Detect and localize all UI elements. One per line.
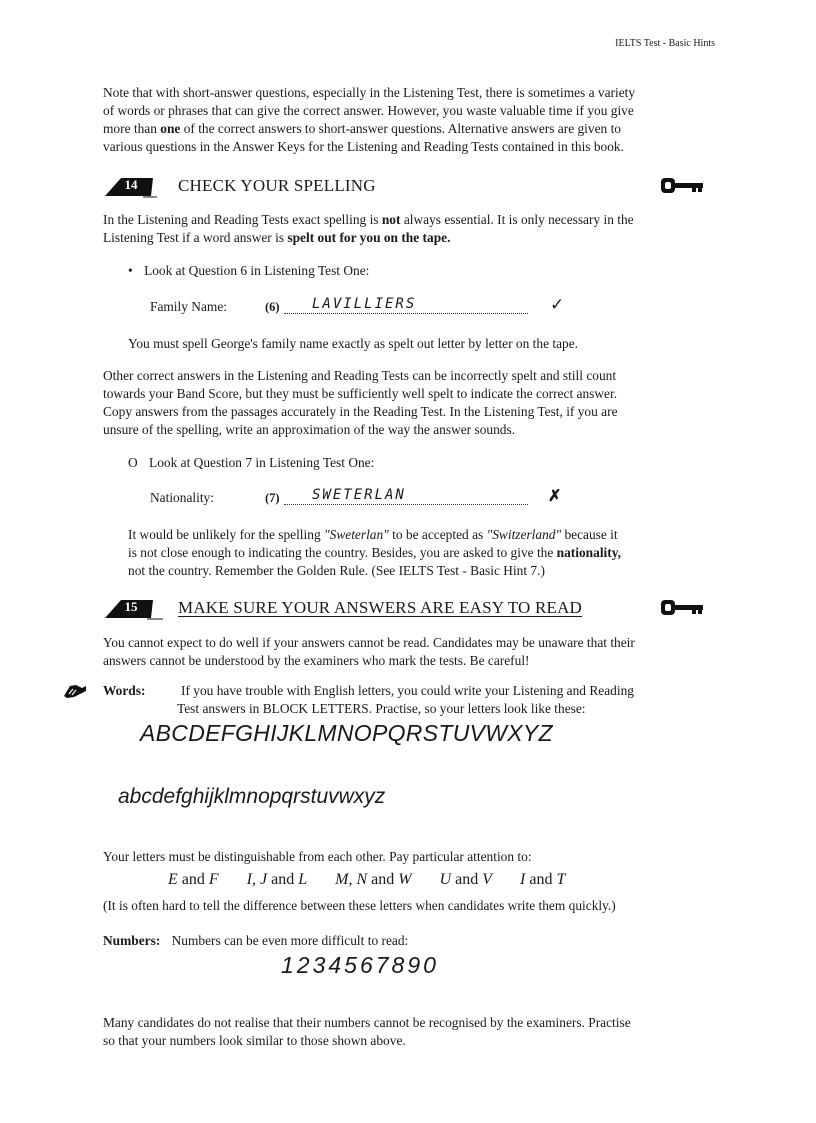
hint-number: 15 <box>124 599 138 614</box>
text-line: Other correct answers in the Listening and Reading Tests can be incorrectly spelt and still count <box>103 368 617 383</box>
field-label: Nationality: <box>150 490 214 505</box>
hint-number: 14 <box>124 177 138 192</box>
numbers-text: Numbers can be even more difficult to read: <box>171 933 409 948</box>
key-icon <box>659 176 705 196</box>
intro-line: of words or phrases that can give the correct answer. However, you waste valuable time if you give <box>103 103 634 118</box>
spelling-note-paragraph <box>128 526 703 580</box>
answer-blank <box>284 486 528 505</box>
question-number: (6) <box>265 300 280 314</box>
numbers-section <box>103 932 408 950</box>
writing-hand-icon <box>62 682 88 700</box>
text-line: Listening Test if a word answer is spelt out for you on the tape. <box>103 230 451 245</box>
text-line: is not close enough to indicating the country. Besides, you are asked to give the nationality, <box>128 545 622 560</box>
question-7-answer-line <box>150 489 570 507</box>
numbers-label: Numbers: <box>103 933 161 948</box>
question-number: (7) <box>265 491 280 505</box>
text-line: Words: If you have trouble with English letters, you could write your Listening and Reading <box>103 683 634 698</box>
uppercase-alphabet: ABCDEFGHIJKLMNOPQRSTUVWXYZ <box>140 720 553 746</box>
letter-pair: I, J and L <box>246 871 308 888</box>
letter-pair: E and F <box>168 871 219 888</box>
bullet-text: Look at Question 7 in Listening Test One: <box>149 455 375 470</box>
key-icon <box>659 598 705 618</box>
intro-line: Note that with short-answer questions, especially in the Listening Test, there is sometimes a variety <box>103 85 636 100</box>
question-6-bullet <box>128 262 369 280</box>
intro-line: various questions in the Answer Keys for the Listening and Reading Tests contained in this book. <box>103 139 624 154</box>
hint-number-badge <box>103 176 153 196</box>
text-line: answers cannot be understood by the examiners who mark the tests. Be careful! <box>103 653 530 668</box>
text-line: Copy answers from the passages accurately in the Reading Test. In the Listening Test, if you are <box>103 404 618 419</box>
distinguish-note: (It is often hard to tell the difference between these letters when candidates write them quickly.) <box>103 898 616 913</box>
letter-pair: U and V <box>439 871 493 888</box>
hint-title: CHECK YOUR SPELLING <box>178 176 376 195</box>
text-line: towards your Band Score, but they must be sufficiently well spelt to indicate the correct answer. <box>103 386 618 401</box>
closing-paragraph <box>103 1014 703 1050</box>
text-line: Test answers in BLOCK LETTERS. Practise, so your letters look like these: <box>177 701 586 716</box>
hint-15-heading <box>103 598 703 624</box>
letter-pair: I and T <box>520 871 566 888</box>
bullet-text: Look at Question 6 in Listening Test One: <box>144 263 370 278</box>
text-line: You cannot expect to do well if your answers cannot be read. Candidates may be unaware that their <box>103 635 635 650</box>
text-line: not the country. Remember the Golden Rule. (See IELTS Test - Basic Hint 7.) <box>128 563 545 578</box>
letter-pair: M, N and W <box>335 871 412 888</box>
text-line: It would be unlikely for the spelling "Sweterlan" to be accepted as "Switzerland" because it <box>128 527 618 542</box>
hint-15-paragraph <box>103 634 703 670</box>
distinguish-line: Your letters must be distinguishable from each other. Pay particular attention to: <box>103 849 532 864</box>
running-header: IELTS Test - Basic Hints <box>615 38 715 49</box>
bullet: • <box>128 263 133 278</box>
text-line: unsure of the spelling, write an approximation of the way the answer sounds. <box>103 422 516 437</box>
answer-blank <box>284 295 528 314</box>
intro-paragraph <box>103 84 703 156</box>
field-label: Family Name: <box>150 299 227 314</box>
question-6-note: You must spell George's family name exactly as spelt out letter by letter on the tape. <box>128 336 579 351</box>
correct-mark-icon: ✓ <box>550 295 565 314</box>
bullet: O <box>128 455 138 470</box>
words-section <box>103 682 703 718</box>
hint-14-paragraph <box>103 211 703 247</box>
question-6-answer-line <box>150 295 570 316</box>
handwritten-answer: SWETERLAN <box>312 487 406 503</box>
hint-title: MAKE SURE YOUR ANSWERS ARE EASY TO READ <box>178 598 583 617</box>
intro-line: more than one of the correct answers to short-answer questions. Alternative answers are given to <box>103 121 621 136</box>
other-answers-paragraph <box>103 367 703 439</box>
wrong-mark-icon: ✗ <box>548 488 562 505</box>
text-line: Many candidates do not realise that their numbers cannot be recognised by the examiners. Practise <box>103 1015 631 1030</box>
text-line: so that your numbers look similar to those shown above. <box>103 1033 406 1048</box>
digits-sample: 1234567890 <box>281 952 439 978</box>
words-label: Words: <box>103 683 146 698</box>
text-line: In the Listening and Reading Tests exact spelling is not always essential. It is only necessary in the <box>103 212 634 227</box>
hint-14-heading <box>103 176 703 202</box>
handwritten-answer: LAVILLIERS <box>312 296 417 312</box>
lowercase-alphabet: abcdefghijklmnopqrstuvwxyz <box>118 785 386 808</box>
letter-pairs <box>168 871 565 889</box>
hint-number-badge <box>103 598 153 618</box>
question-7-bullet <box>128 454 374 472</box>
